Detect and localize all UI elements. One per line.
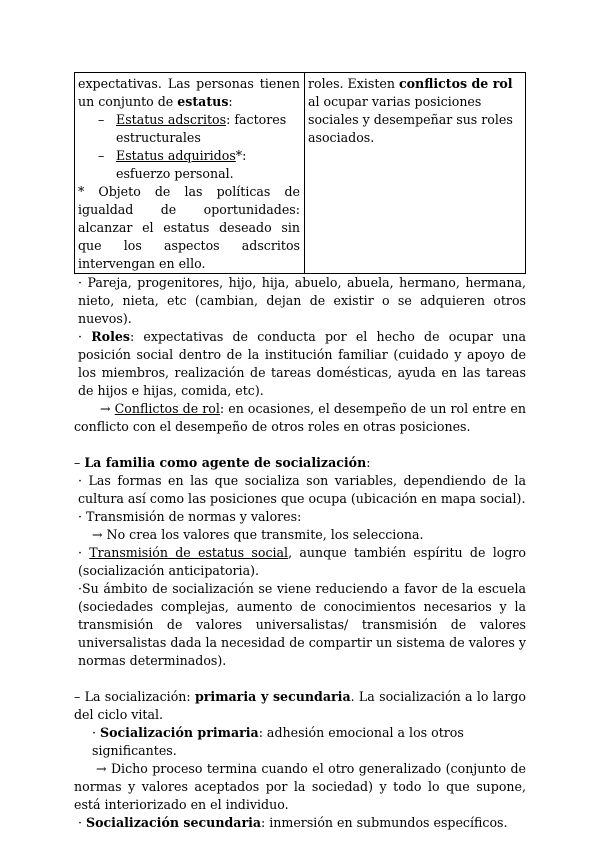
list-item: – Estatus adquiridos*: esfuerzo personal. — [98, 148, 247, 181]
paragraph: · Socialización primaria: adhesión emocional a los otros significantes. — [92, 725, 464, 758]
list-item: – Estatus adscritos: factores estructurales — [98, 112, 287, 145]
cell-left-intro: expectativas. Las personas tienen un conjunto de estatus: — [78, 76, 300, 109]
cell-right-text: roles. Existen conflictos de rol al ocupar varias posiciones sociales y desempeñar sus roles asociados. — [308, 76, 513, 145]
paragraph: · Transmisión de normas y valores: — [78, 509, 302, 524]
table-cell-left — [75, 73, 305, 274]
paragraph: · Las formas en las que socializa son variables, dependiendo de la cultura así como las posiciones que ocupa (ubicación en mapa social). — [78, 473, 526, 506]
section-heading: – La socialización: primaria y secundaria. La socialización a lo largo del ciclo vital. — [74, 689, 526, 722]
paragraph: → No crea los valores que transmite, los selecciona. — [92, 527, 424, 542]
paragraph: · Socialización secundaria: inmersión en submundos específicos. — [78, 815, 508, 830]
paragraph: → Conflictos de rol: en ocasiones, el desempeño de un rol entre en conflicto con el desempeño de otros roles en otras posiciones. — [74, 401, 526, 434]
cell-left-note: * Objeto de las políticas de igualdad de oportunidades: alcanzar el estatus deseado sin que los aspectos adscritos intervengan en ello. — [78, 184, 300, 271]
content-table — [74, 72, 526, 274]
section-heading: – La familia como agente de socialización: — [74, 455, 371, 470]
paragraph: · Transmisión de estatus social, aunque también espíritu de logro (socialización anticipatoria). — [78, 545, 526, 578]
paragraph: → Dicho proceso termina cuando el otro generalizado (conjunto de normas y valores aceptados por la sociedad) y todo lo que supone, está interiorizado en el individuo. — [74, 761, 526, 812]
table-cell-right — [305, 73, 526, 274]
paragraph: ·Su ámbito de socialización se viene reduciendo a favor de la escuela (sociedades complejas, aumento de conocimientos necesarios y la transmisión de valores universalistas/ transmisión de valores universalistas dada la necesidad de compartir un sistema de valores y normas determinados). — [78, 581, 526, 668]
document-page — [74, 72, 526, 832]
paragraph: · Pareja, progenitores, hijo, hija, abuelo, abuela, hermano, hermana, nieto, nieta, etc (cambian, dejan de existir o se adquieren otros nuevos). — [78, 275, 526, 326]
status-list — [78, 111, 300, 183]
paragraph: · Roles: expectativas de conducta por el hecho de ocupar una posición social dentro de la institución familiar (cuidado y apoyo de los miembros, realización de tareas domésticas, ayuda en las tareas de hijos e hijas, comida, etc). — [78, 329, 527, 398]
